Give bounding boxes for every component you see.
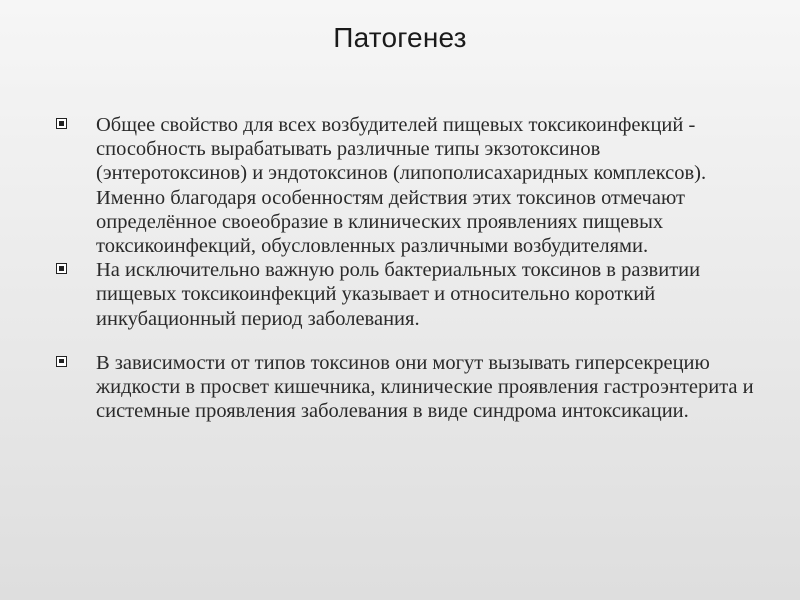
square-bullet-icon (56, 263, 67, 274)
bullet-item (56, 351, 756, 424)
bullet-text: На исключительно важную роль бактериальных токсинов в развитии пищевых токсикоинфекций указывает и относительно короткий инкубационный период заболевания. (96, 259, 701, 330)
bullet-text: В зависимости от типов токсинов они могут вызывать гиперсекрецию жидкости в просвет кишечника, клинические проявления гастроэнтерита и системные проявления заболевания в виде синдрома интоксикации. (96, 351, 754, 423)
bullet-item (56, 258, 756, 331)
square-bullet-icon (56, 356, 67, 367)
square-bullet-icon (56, 118, 67, 129)
bullet-text: Общее свойство для всех возбудителей пищевых токсикоинфекций - способность вырабатывать различные типы экзотоксинов (энтеротоксинов) и эндотоксинов (липополисахаридных комплексов). Именно благодаря особенностям действия этих токсинов отмечают определённое своеобразие в клинических проявлениях пищевых токсикоинфекций, обусловленных различными возбудителями. (96, 114, 707, 258)
bullet-list (56, 113, 756, 423)
slide-title: Патогенез (333, 22, 467, 53)
bullet-item (56, 113, 756, 258)
